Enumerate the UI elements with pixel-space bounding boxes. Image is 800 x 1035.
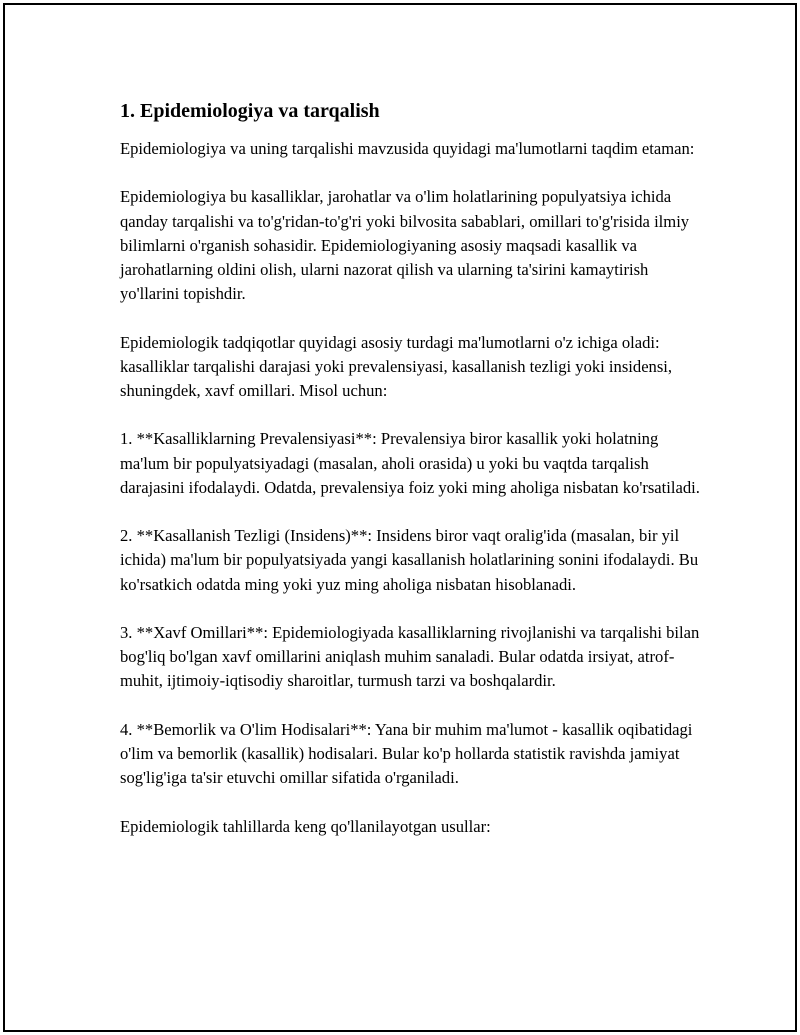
document-body [120,97,700,863]
paragraph-item-prevalence: 1. **Kasalliklarning Prevalensiyasi**: Prevalensiya biror kasallik yoki holatning ma'lum bir populyatsiyadagi (masalan, aholi orasida) u yoki bu vaqtda tarqalish darajasini ifodalaydi. Odatda, prevalensiya foiz yoki ming aholiga nisbatan ko'rsatiladi. [120,429,700,497]
paragraph-definition: Epidemiologiya bu kasalliklar, jarohatlar va o'lim holatlarining populyatsiya ichida qanday tarqalishi va to'g'ridan-to'g'ri yoki bilvosita sabablari, omillari to'g'risida ilmiy bilimlarni o'rganish sohasidir. Epidemiologiyaning asosiy maqsadi kasallik va jarohatlarning oldini olish, ularni nazorat qilish va ularning ta'sirini kamaytirish yo'llarini topishdir. [120,187,690,304]
paragraph-intro: Epidemiologiya va uning tarqalishi mavzusida quyidagi ma'lumotlarni taqdim etaman: [120,139,695,158]
paragraph-item-incidence: 2. **Kasallanish Tezligi (Insidens)**: Insidens biror vaqt oralig'ida (masalan, bir yil ichida) ma'lum bir populyatsiyada yangi kasallanish holatlarining sonini ifodalaydi. Bu ko'rsatkich odatda ming yoki yuz ming aholiga nisbatan hisoblanadi. [120,526,699,594]
paragraph-methods: Epidemiologik tahlillarda keng qo'llanilayotgan usullar: [120,816,491,836]
section-heading: 1. Epidemiologiya va tarqalish [120,100,380,122]
paragraph-item-risk-factors: 3. **Xavf Omillari**: Epidemiologiyada kasalliklarning rivojlanishi va tarqalishi bilan bog'liq bo'lgan xavf omillarini aniqlash muhim sanaladi. Bular odatda irsiyat, atrof-muhit, ijtimoiy-iqtisodiy sharoitlar, turmush tarzi va boshqalardir. [120,622,700,691]
page-frame [3,3,797,1032]
paragraph-item-morbidity-mortality: 4. **Bemorlik va O'lim Hodisalari**: Yana bir muhim ma'lumot - kasallik oqibatidagi o'lim va bemorlik (kasallik) hodisalari. Bular ko'p hollarda statistik ravishda jamiyat sog'lig'iga ta'sir etuvchi omillar sifatida o'rganiladi. [120,719,693,788]
paragraph-research-types: Epidemiologik tadqiqotlar quyidagi asosiy turdagi ma'lumotlarni o'z ichiga oladi: kasalliklar tarqalishi darajasi yoki prevalensiyasi, kasallanish tezligi yoki insidensi, shuningdek, xavf omillari. Misol uchun: [120,332,673,400]
